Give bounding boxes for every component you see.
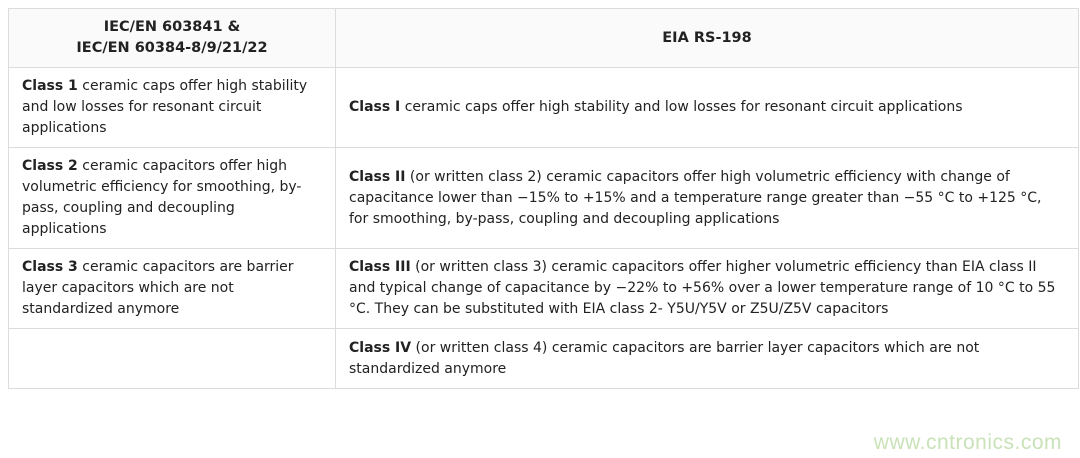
eia-column-header <box>336 9 1079 68</box>
standards-comparison-table <box>8 8 1079 389</box>
class-label: Class I <box>349 99 401 115</box>
class-description: ceramic capacitors are barrier layer capacitors which are not standardized anymore <box>22 259 294 317</box>
iec-cell <box>9 148 336 249</box>
class-description: ceramic caps offer high stability and low losses for resonant circuit applications <box>400 99 963 115</box>
class-label: Class II <box>349 168 406 185</box>
class-label: Class 3 <box>22 259 78 275</box>
class-description: (or written class 3) ceramic capacitors offer higher volumetric efficiency than EIA class II and typical change of capacitance by −22% to +56% over a lower temperature range of 10 °C to 55 °C. They can be substituted with EIA class 2- Y5U/Y5V or Z5U/Z5V capacitors <box>349 259 1056 317</box>
class-description: ceramic caps offer high stability and low losses for resonant circuit applications <box>22 78 308 136</box>
class-label: Class 2 <box>22 158 78 174</box>
eia-cell <box>336 68 1079 148</box>
table-row <box>9 148 1079 249</box>
class-label: Class III <box>349 259 411 275</box>
table-row <box>9 68 1079 148</box>
table-row <box>9 249 1079 329</box>
class-label: Class IV <box>349 339 412 356</box>
iec-header-line2: IEC/EN 60384-8/9/21/22 <box>76 40 268 56</box>
iec-cell <box>9 68 336 148</box>
iec-header-line1: IEC/EN 603841 & <box>103 19 241 35</box>
eia-cell <box>336 148 1079 249</box>
iec-cell <box>9 329 336 389</box>
iec-cell <box>9 249 336 329</box>
eia-cell <box>336 329 1079 389</box>
eia-cell <box>336 249 1079 329</box>
table-row <box>9 329 1079 389</box>
watermark-url: www.cntronics.com <box>873 431 1062 454</box>
class-description: ceramic capacitors offer high volumetric efficiency for smoothing, by-pass, coupling and decoupling applications <box>22 158 302 237</box>
table-header-row <box>9 9 1079 68</box>
class-description: (or written class 2) ceramic capacitors offer high volumetric efficiency with change of capacitance lower than −15% to +15% and a temperature range greater than −55 °C to +125 °C, for smoothing, by-pass, coupling and decoupling applications <box>349 168 1042 227</box>
eia-header-line1: EIA RS-198 <box>662 29 752 46</box>
iec-column-header <box>9 9 336 68</box>
class-label: Class 1 <box>22 78 78 94</box>
class-description: (or written class 4) ceramic capacitors are barrier layer capacitors which are not standardized anymore <box>349 339 980 377</box>
